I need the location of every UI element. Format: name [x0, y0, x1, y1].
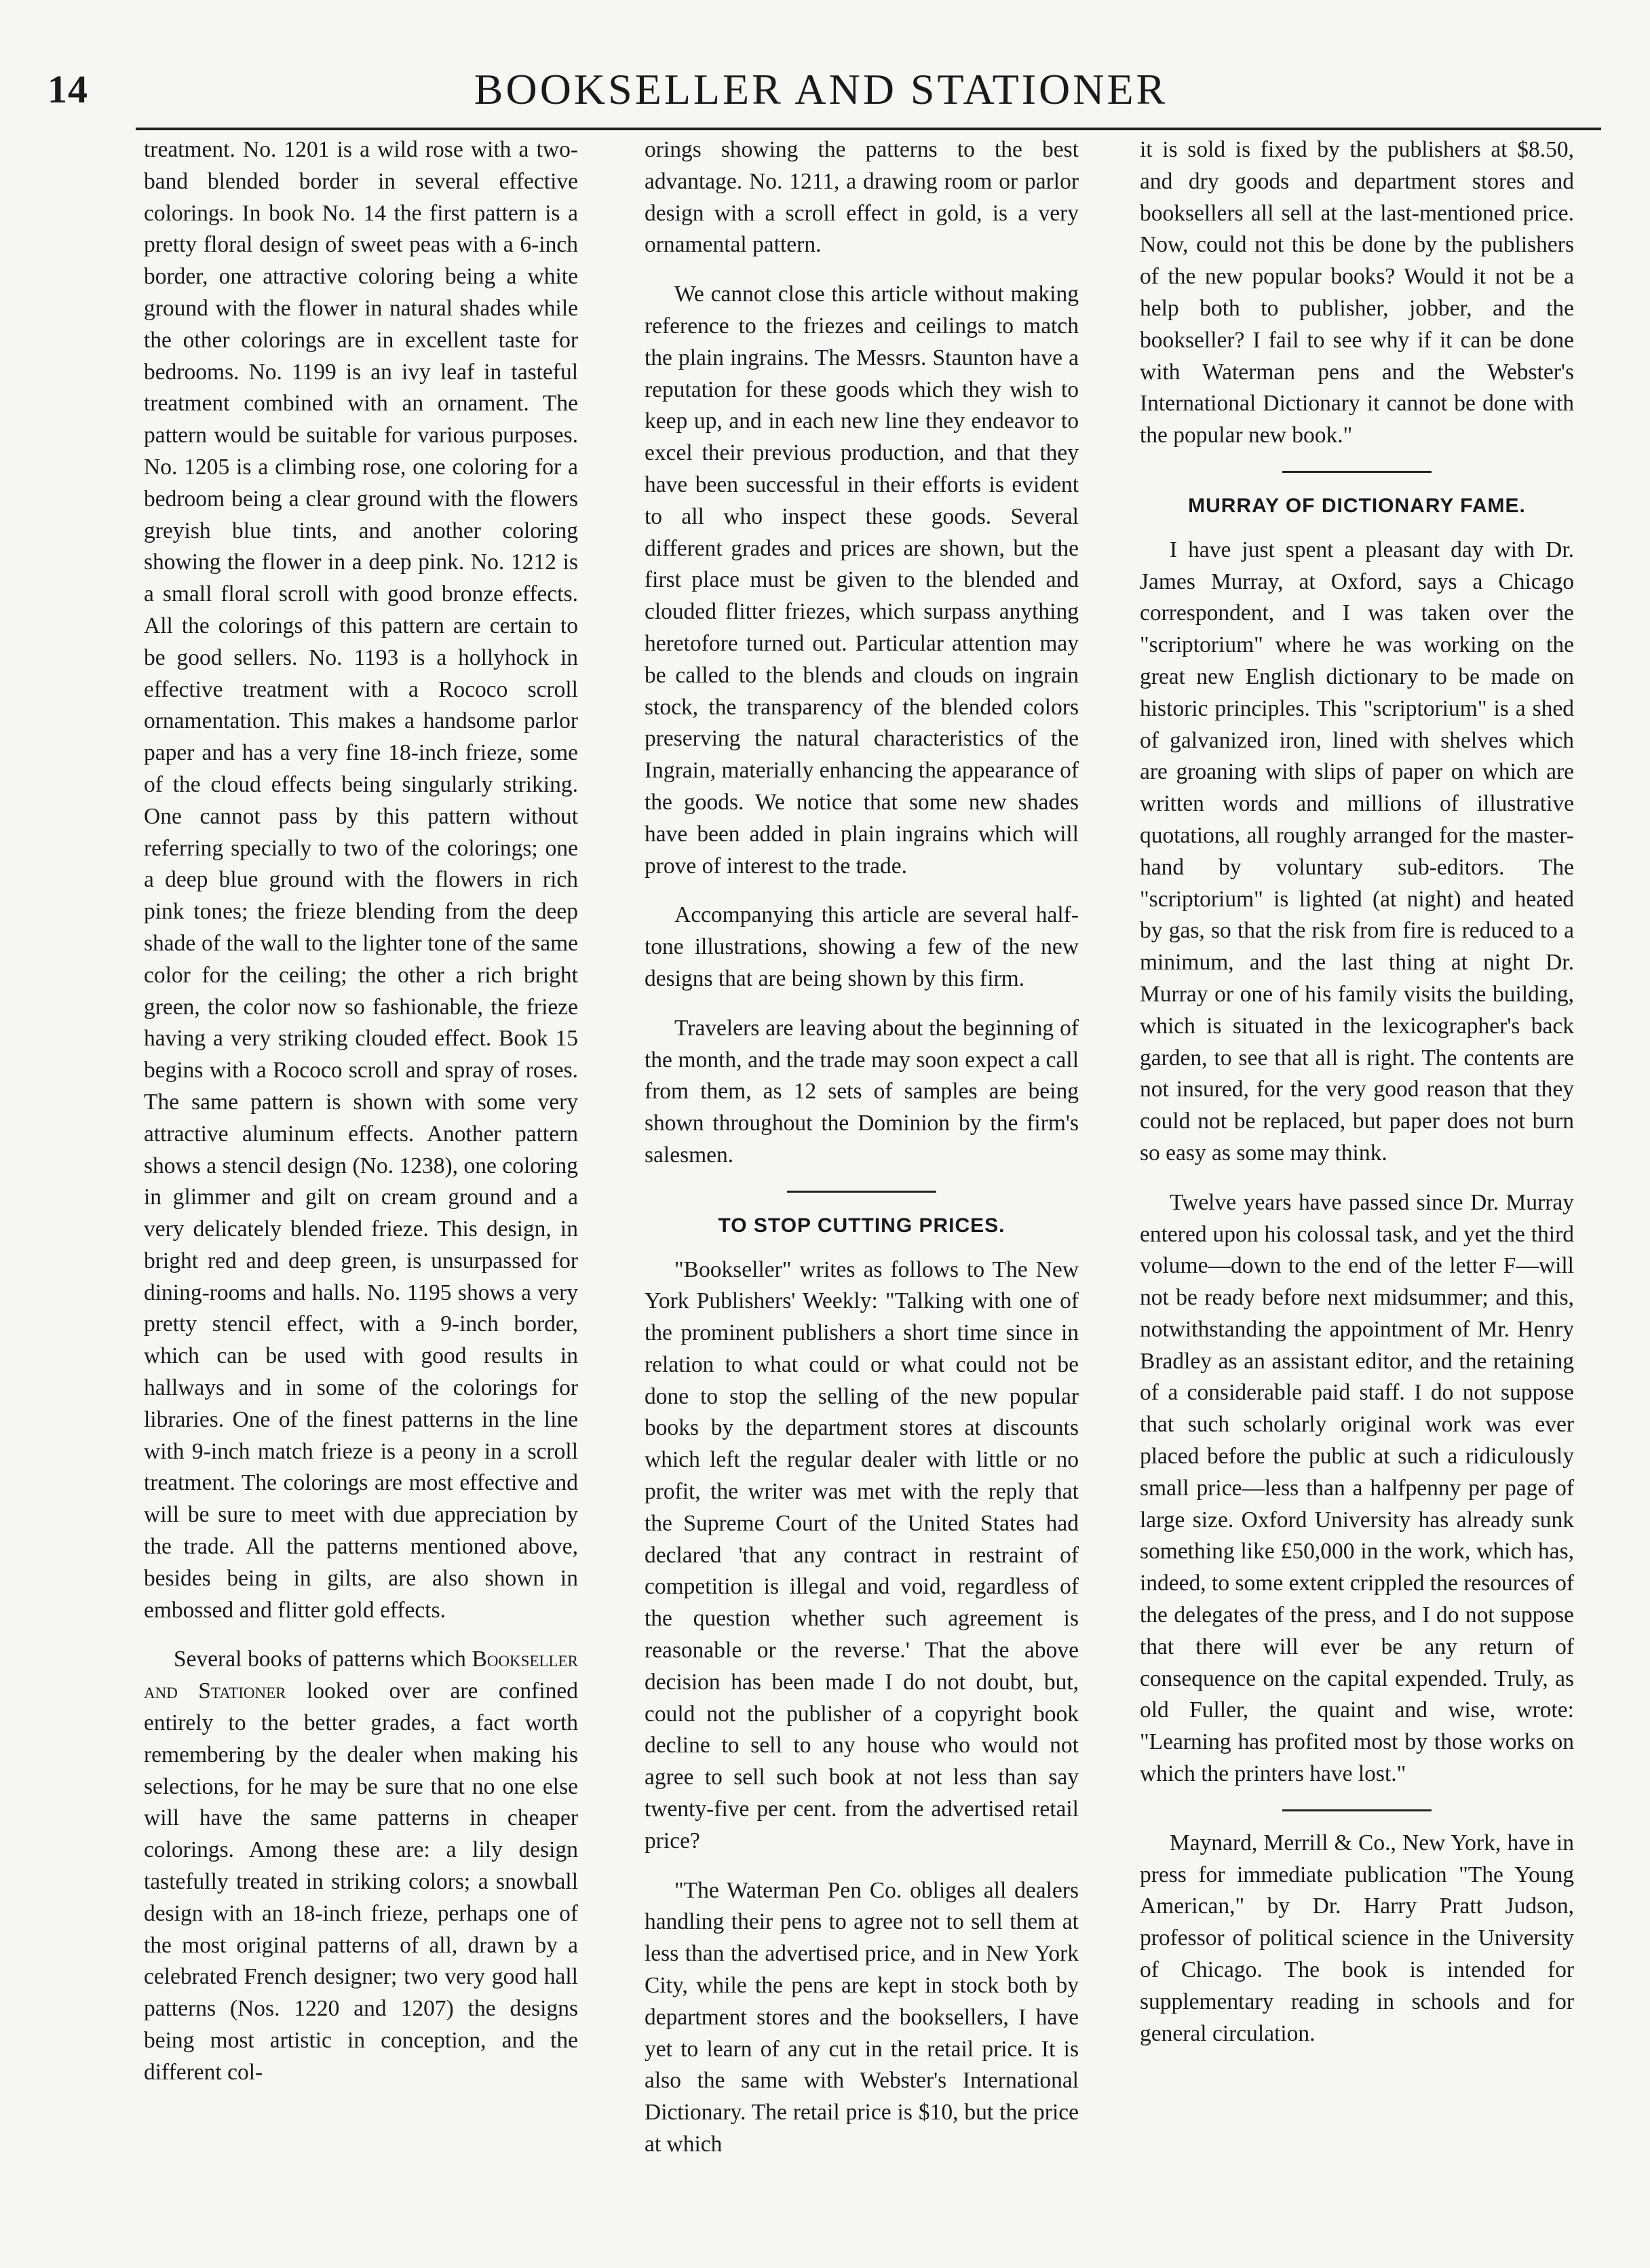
column-3 [1140, 134, 1574, 2050]
col1-p2-pre: Several books of patterns which [174, 1647, 472, 1672]
col1-paragraph-1: treatment. No. 1201 is a wild rose with a two-band blended border in several effective colorings. In book No. 14 the first pattern is a pretty floral design of sweet peas with a 6-inch border, one attractive coloring being a white ground with the flower in natural shades while the other colorings are in excellent taste for bedrooms. No. 1199 is an ivy leaf in tasteful treatment combined with an ornament. The pattern would be suitable for various purposes. No. 1205 is a climbing rose, one coloring for a bedroom being a clear ground with the flowers greyish blue tints, and another coloring showing the flower in a deep pink. No. 1212 is a small floral scroll with good bronze effects. All the colorings of this pattern are certain to be good sellers. No. 1193 is a hollyhock in effective treatment with a Rococo scroll ornamentation. This makes a handsome parlor paper and has a very fine 18-inch frieze, some of the cloud effects being singularly striking. One cannot pass by this pattern without referring specially to two of the colorings; one a deep blue ground with the flowers in rich pink tones; the frieze blending from the deep shade of the wall to the lighter tone of the same color for the ceiling; the other a rich bright green, the color now so fashionable, the frieze having a very striking clouded effect. Book 15 begins with a Rococo scroll and spray of roses. The same pattern is shown with some very attractive aluminum effects. Another pattern shows a stencil design (No. 1238), one coloring in glimmer and gilt on cream ground and a very delicately blended frieze. This design, in bright red and deep green, is unsurpassed for dining-rooms and halls. No. 1195 shows a very pretty stencil effect, with a 9-inch border, which can be used with good results in hallways and in some of the colorings for libraries. One of the finest patterns in the line with 9-inch match frieze is a peony in a scroll treatment. The colorings are most effective and will be sure to meet with due appreciation by the trade. All the patterns mentioned above, besides being in gilts, are also shown in embossed and flitter gold effects. [144, 137, 578, 1623]
col2-paragraph-1: orings showing the patterns to the best advantage. No. 1211, a drawing room or parlor design with a scroll effect in gold, is a very ornamental pattern. [645, 137, 1079, 258]
col2-paragraph-6: "The Waterman Pen Co. obliges all dealers handling their pens to agree not to sell them at less than the advertised price, and in New York City, while the pens are kept in stock both by department stores and the booksellers, I have yet to learn of any cut in the retail price. It is also the same with Webster's International Dictionary. The retail price is $10, but the price at which [645, 1877, 1079, 2157]
col1-p2-small-caps: Bookseller and Stationer [144, 1647, 578, 1704]
section-heading-murray: MURRAY OF DICTIONARY FAME. [1188, 494, 1526, 517]
col3-paragraph-3: Twelve years have passed since Dr. Murray entered upon his colossal task, and yet the third volume—down to the end of the letter F—will not be ready before next midsummer; and this, notwithstanding the appointment of Mr. Henry Bradley as an assistant editor, and the retaining of a considerable paid staff. I do not suppose that such scholarly original work was ever placed before the public at such a ridiculously small price—less than a halfpenny per page of large size. Oxford University has already sunk something like £50,000 in the work, which has, indeed, to some extent crippled the resources of the delegates of the press, and I do not suppose that there will ever be any return of consequence on the capital expended. Truly, as old Fuller, the quaint and wise, wrote: "Learning has profited most by those works on which the printers have lost." [1140, 1189, 1575, 1787]
col2-paragraph-5: "Bookseller" writes as follows to The New York Publishers' Weekly: "Talking with one of the prominent publishers a short time since in relation to what could or what could not be done to stop the selling of the new popular books by the department stores at discounts which left the regular dealer with little or no profit, the writer was met with the reply that the Supreme Court of the United States had declared 'that any contract in restraint of competition is illegal and void, regardless of the question whether such agreement is reasonable or the reverse.' That the above decision has been made I do not doubt, but, could not the publisher of a copyright book decline to sell to any house who would not agree to sell such book at not less than say twenty-five per cent. from the advertised retail price? [645, 1256, 1079, 1853]
section-divider [1282, 471, 1432, 473]
col2-paragraph-4: Travelers are leaving about the beginning of the month, and the trade may soon expect a call from them, as 12 sets of samples are being shown throughout the Dominion by the firm's salesmen. [645, 1015, 1079, 1168]
section-divider [1282, 1809, 1432, 1811]
page-number: 14 [47, 67, 88, 111]
col3-paragraph-1: it is sold is fixed by the publishers at $8.50, and dry goods and department stores and booksellers all sell at the last-mentioned price. Now, could not this be done by the publishers of the new popular books? Would it not be a help both to publisher, jobber, and the bookseller? I fail to see why if it can be done with Waterman pens and the Webster's International Dictionary it cannot be done with the popular new book." [1140, 137, 1574, 448]
col2-paragraph-2: We cannot close this article without making reference to the friezes and ceilings to match the plain ingrains. The Messrs. Staunton have a reputation for these goods which they wish to keep up, and in each new line they endeavor to excel their previous production, and that they have been successful in their efforts is evident to all who inspect these goods. Several different grades and prices are shown, but the first place must be given to the blended and clouded flitter friezes, which surpass anything heretofore turned out. Particular attention may be called to the blends and clouds on ingrain stock, the transparency of the blended colors preserving the natural characteristics of the Ingrain, materially enhancing the appearance of the goods. We notice that some new shades have been added in plain ingrains which will prove of interest to the trade. [645, 282, 1079, 879]
header-rule [136, 128, 1601, 130]
col1-paragraph-2 [144, 1644, 578, 2088]
section-heading-stop-cutting-prices: TO STOP CUTTING PRICES. [718, 1214, 1005, 1237]
col1-p2-post: looked over are confined entirely to the better grades, a fact worth remembering by the dealer when making his selections, for he may be sure that no one else will have the same patterns in cheaper colorings. Among these are: a lily design tastefully treated in striking colors; a snowball design with an 18-inch frieze, perhaps one of the most original patterns of all, drawn by a celebrated French designer; two very good hall patterns (Nos. 1220 and 1207) the designs being most artistic in conception, and the different col- [144, 1678, 578, 2085]
col2-paragraph-3: Accompanying this article are several half-tone illustrations, showing a few of the new designs that are being shown by this firm. [645, 902, 1079, 991]
col3-paragraph-2: I have just spent a pleasant day with Dr. James Murray, at Oxford, says a Chicago correspondent, and I was taken over the "scriptorium" where he was working on the great new English dictionary to be made on historic principles. This "scriptorium" is a shed of galvanized iron, lined with shelves which are groaning with slips of paper on which are written words and millions of illustrative quotations, all roughly arranged for the master-hand by voluntary sub-editors. The "scriptorium" is lighted (at night) and heated by gas, so that the risk from fire is reduced to a minimum, and the last thing at night Dr. Murray or one of his family visits the building, which is situated in the lexicographer's back garden, to see that all is right. The contents are not insured, for the very good reason that they could not be replaced, but paper does not burn so easy as some may think. [1140, 537, 1574, 1166]
column-2 [645, 134, 1079, 2161]
section-divider [787, 1191, 936, 1193]
col3-paragraph-4: Maynard, Merrill & Co., New York, have in press for immediate publication "The Young American," by Dr. Harry Pratt Judson, professor of political science in the University of Chicago. The book is intended for supplementary reading in schools and for general circulation. [1140, 1830, 1574, 2046]
running-head: BOOKSELLER AND STATIONER [474, 65, 1168, 113]
column-1 [144, 134, 578, 2089]
